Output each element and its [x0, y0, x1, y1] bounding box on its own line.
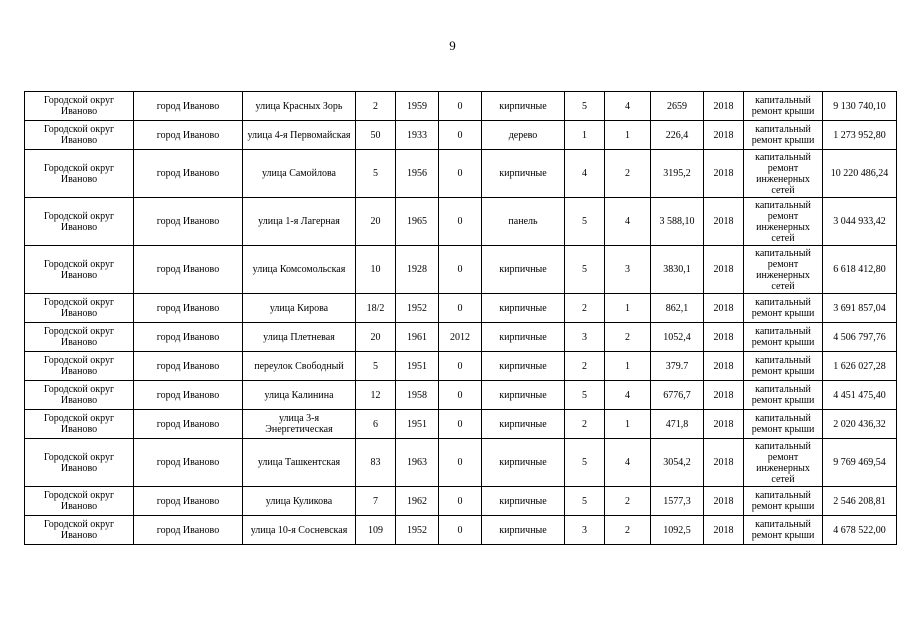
work-type-cell: капитальный ремонт крыши — [744, 410, 823, 439]
plan-year-cell: 2018 — [704, 439, 744, 487]
year-built-cell: 1963 — [396, 439, 439, 487]
floors-cell: 5 — [565, 198, 605, 246]
table-row — [25, 410, 897, 439]
year-built-cell: 1956 — [396, 150, 439, 198]
table-row — [25, 121, 897, 150]
street-cell: улица 10-я Сосневская — [243, 516, 356, 545]
wall-material-cell: кирпичные — [482, 381, 565, 410]
work-type-cell: капитальный ремонт инженерных сетей — [744, 439, 823, 487]
house-number-cell: 2 — [356, 92, 396, 121]
entrances-cell: 2 — [605, 516, 651, 545]
municipality-cell: Городской округ Иваново — [25, 92, 134, 121]
municipality-cell: Городской округ Иваново — [25, 323, 134, 352]
year-built-cell: 1952 — [396, 516, 439, 545]
street-cell: улица Кирова — [243, 294, 356, 323]
area-cell: 6776,7 — [651, 381, 704, 410]
year-last-repair-cell: 0 — [439, 150, 482, 198]
municipality-cell: Городской округ Иваново — [25, 381, 134, 410]
plan-year-cell: 2018 — [704, 246, 744, 294]
page-number: 9 — [449, 38, 456, 53]
table-row — [25, 294, 897, 323]
wall-material-cell: кирпичные — [482, 294, 565, 323]
cost-cell: 6 618 412,80 — [823, 246, 897, 294]
year-last-repair-cell: 0 — [439, 487, 482, 516]
cost-cell: 4 678 522,00 — [823, 516, 897, 545]
settlement-cell: город Иваново — [134, 323, 243, 352]
entrances-cell: 4 — [605, 92, 651, 121]
table-row — [25, 516, 897, 545]
area-cell: 1092,5 — [651, 516, 704, 545]
wall-material-cell: кирпичные — [482, 352, 565, 381]
floors-cell: 3 — [565, 516, 605, 545]
year-built-cell: 1961 — [396, 323, 439, 352]
cost-cell: 3 691 857,04 — [823, 294, 897, 323]
work-type-cell: капитальный ремонт инженерных сетей — [744, 246, 823, 294]
entrances-cell: 2 — [605, 150, 651, 198]
area-cell: 379.7 — [651, 352, 704, 381]
area-cell: 3054,2 — [651, 439, 704, 487]
settlement-cell: город Иваново — [134, 150, 243, 198]
house-number-cell: 20 — [356, 323, 396, 352]
year-built-cell: 1928 — [396, 246, 439, 294]
floors-cell: 2 — [565, 410, 605, 439]
cost-cell: 9 130 740,10 — [823, 92, 897, 121]
wall-material-cell: кирпичные — [482, 487, 565, 516]
work-type-cell: капитальный ремонт крыши — [744, 323, 823, 352]
street-cell: улица Красных Зорь — [243, 92, 356, 121]
house-number-cell: 6 — [356, 410, 396, 439]
street-cell: улица Куликова — [243, 487, 356, 516]
entrances-cell: 1 — [605, 121, 651, 150]
work-type-cell: капитальный ремонт крыши — [744, 381, 823, 410]
cost-cell: 2 020 436,32 — [823, 410, 897, 439]
house-number-cell: 50 — [356, 121, 396, 150]
cost-cell: 4 451 475,40 — [823, 381, 897, 410]
house-number-cell: 5 — [356, 352, 396, 381]
work-type-cell: капитальный ремонт инженерных сетей — [744, 150, 823, 198]
table-row — [25, 92, 897, 121]
house-number-cell: 12 — [356, 381, 396, 410]
work-type-cell: капитальный ремонт крыши — [744, 121, 823, 150]
floors-cell: 2 — [565, 294, 605, 323]
entrances-cell: 1 — [605, 410, 651, 439]
plan-year-cell: 2018 — [704, 150, 744, 198]
area-cell: 471,8 — [651, 410, 704, 439]
entrances-cell: 1 — [605, 352, 651, 381]
year-last-repair-cell: 0 — [439, 381, 482, 410]
table-row — [25, 198, 897, 246]
municipality-cell: Городской округ Иваново — [25, 198, 134, 246]
area-cell: 3830,1 — [651, 246, 704, 294]
street-cell: улица Ташкентская — [243, 439, 356, 487]
municipality-cell: Городской округ Иваново — [25, 516, 134, 545]
table-row — [25, 150, 897, 198]
table-row — [25, 487, 897, 516]
table-row — [25, 381, 897, 410]
year-built-cell: 1959 — [396, 92, 439, 121]
settlement-cell: город Иваново — [134, 381, 243, 410]
floors-cell: 2 — [565, 352, 605, 381]
entrances-cell: 4 — [605, 381, 651, 410]
table-row — [25, 323, 897, 352]
wall-material-cell: кирпичные — [482, 150, 565, 198]
year-last-repair-cell: 2012 — [439, 323, 482, 352]
street-cell: улица Калинина — [243, 381, 356, 410]
cost-cell: 9 769 469,54 — [823, 439, 897, 487]
municipality-cell: Городской округ Иваново — [25, 121, 134, 150]
wall-material-cell: кирпичные — [482, 516, 565, 545]
year-built-cell: 1962 — [396, 487, 439, 516]
house-number-cell: 5 — [356, 150, 396, 198]
area-cell: 862,1 — [651, 294, 704, 323]
plan-year-cell: 2018 — [704, 294, 744, 323]
street-cell: улица Самойлова — [243, 150, 356, 198]
work-type-cell: капитальный ремонт крыши — [744, 352, 823, 381]
year-last-repair-cell: 0 — [439, 516, 482, 545]
work-type-cell: капитальный ремонт крыши — [744, 92, 823, 121]
entrances-cell: 3 — [605, 246, 651, 294]
municipality-cell: Городской округ Иваново — [25, 246, 134, 294]
area-cell: 3 588,10 — [651, 198, 704, 246]
street-cell: улица 3-я Энергетическая — [243, 410, 356, 439]
house-number-cell: 7 — [356, 487, 396, 516]
floors-cell: 5 — [565, 381, 605, 410]
plan-year-cell: 2018 — [704, 121, 744, 150]
work-type-cell: капитальный ремонт крыши — [744, 294, 823, 323]
wall-material-cell: кирпичные — [482, 92, 565, 121]
floors-cell: 3 — [565, 323, 605, 352]
area-cell: 1577,3 — [651, 487, 704, 516]
year-last-repair-cell: 0 — [439, 121, 482, 150]
area-cell: 3195,2 — [651, 150, 704, 198]
wall-material-cell: дерево — [482, 121, 565, 150]
year-built-cell: 1958 — [396, 381, 439, 410]
area-cell: 1052,4 — [651, 323, 704, 352]
entrances-cell: 1 — [605, 294, 651, 323]
settlement-cell: город Иваново — [134, 439, 243, 487]
cost-cell: 1 273 952,80 — [823, 121, 897, 150]
settlement-cell: город Иваново — [134, 198, 243, 246]
street-cell: улица 4-я Первомайская — [243, 121, 356, 150]
settlement-cell: город Иваново — [134, 246, 243, 294]
work-type-cell: капитальный ремонт инженерных сетей — [744, 198, 823, 246]
settlement-cell: город Иваново — [134, 92, 243, 121]
year-built-cell: 1951 — [396, 352, 439, 381]
floors-cell: 5 — [565, 92, 605, 121]
housing-repair-table — [24, 91, 897, 545]
floors-cell: 5 — [565, 439, 605, 487]
plan-year-cell: 2018 — [704, 198, 744, 246]
wall-material-cell: кирпичные — [482, 410, 565, 439]
street-cell: улица Плетневая — [243, 323, 356, 352]
entrances-cell: 2 — [605, 323, 651, 352]
year-built-cell: 1965 — [396, 198, 439, 246]
floors-cell: 4 — [565, 150, 605, 198]
plan-year-cell: 2018 — [704, 410, 744, 439]
cost-cell: 2 546 208,81 — [823, 487, 897, 516]
year-last-repair-cell: 0 — [439, 294, 482, 323]
floors-cell: 5 — [565, 246, 605, 294]
street-cell: улица 1-я Лагерная — [243, 198, 356, 246]
year-last-repair-cell: 0 — [439, 439, 482, 487]
settlement-cell: город Иваново — [134, 294, 243, 323]
cost-cell: 4 506 797,76 — [823, 323, 897, 352]
year-last-repair-cell: 0 — [439, 92, 482, 121]
year-last-repair-cell: 0 — [439, 198, 482, 246]
plan-year-cell: 2018 — [704, 381, 744, 410]
settlement-cell: город Иваново — [134, 410, 243, 439]
house-number-cell: 10 — [356, 246, 396, 294]
year-built-cell: 1933 — [396, 121, 439, 150]
house-number-cell: 109 — [356, 516, 396, 545]
street-cell: переулок Свободный — [243, 352, 356, 381]
plan-year-cell: 2018 — [704, 352, 744, 381]
entrances-cell: 4 — [605, 198, 651, 246]
settlement-cell: город Иваново — [134, 487, 243, 516]
year-last-repair-cell: 0 — [439, 410, 482, 439]
year-last-repair-cell: 0 — [439, 246, 482, 294]
area-cell: 226,4 — [651, 121, 704, 150]
area-cell: 2659 — [651, 92, 704, 121]
year-last-repair-cell: 0 — [439, 352, 482, 381]
wall-material-cell: кирпичные — [482, 439, 565, 487]
cost-cell: 1 626 027,28 — [823, 352, 897, 381]
plan-year-cell: 2018 — [704, 487, 744, 516]
wall-material-cell: кирпичные — [482, 323, 565, 352]
municipality-cell: Городской округ Иваново — [25, 294, 134, 323]
house-number-cell: 83 — [356, 439, 396, 487]
settlement-cell: город Иваново — [134, 352, 243, 381]
municipality-cell: Городской округ Иваново — [25, 439, 134, 487]
work-type-cell: капитальный ремонт крыши — [744, 516, 823, 545]
entrances-cell: 4 — [605, 439, 651, 487]
floors-cell: 5 — [565, 487, 605, 516]
table-row — [25, 246, 897, 294]
table-row — [25, 352, 897, 381]
municipality-cell: Городской округ Иваново — [25, 352, 134, 381]
settlement-cell: город Иваново — [134, 516, 243, 545]
year-built-cell: 1952 — [396, 294, 439, 323]
plan-year-cell: 2018 — [704, 516, 744, 545]
municipality-cell: Городской округ Иваново — [25, 410, 134, 439]
house-number-cell: 20 — [356, 198, 396, 246]
work-type-cell: капитальный ремонт крыши — [744, 487, 823, 516]
table-row — [25, 439, 897, 487]
plan-year-cell: 2018 — [704, 323, 744, 352]
year-built-cell: 1951 — [396, 410, 439, 439]
municipality-cell: Городской округ Иваново — [25, 487, 134, 516]
floors-cell: 1 — [565, 121, 605, 150]
plan-year-cell: 2018 — [704, 92, 744, 121]
table-body — [25, 92, 897, 545]
cost-cell: 10 220 486,24 — [823, 150, 897, 198]
wall-material-cell: кирпичные — [482, 246, 565, 294]
house-number-cell: 18/2 — [356, 294, 396, 323]
settlement-cell: город Иваново — [134, 121, 243, 150]
street-cell: улица Комсомольская — [243, 246, 356, 294]
municipality-cell: Городской округ Иваново — [25, 150, 134, 198]
entrances-cell: 2 — [605, 487, 651, 516]
wall-material-cell: панель — [482, 198, 565, 246]
cost-cell: 3 044 933,42 — [823, 198, 897, 246]
